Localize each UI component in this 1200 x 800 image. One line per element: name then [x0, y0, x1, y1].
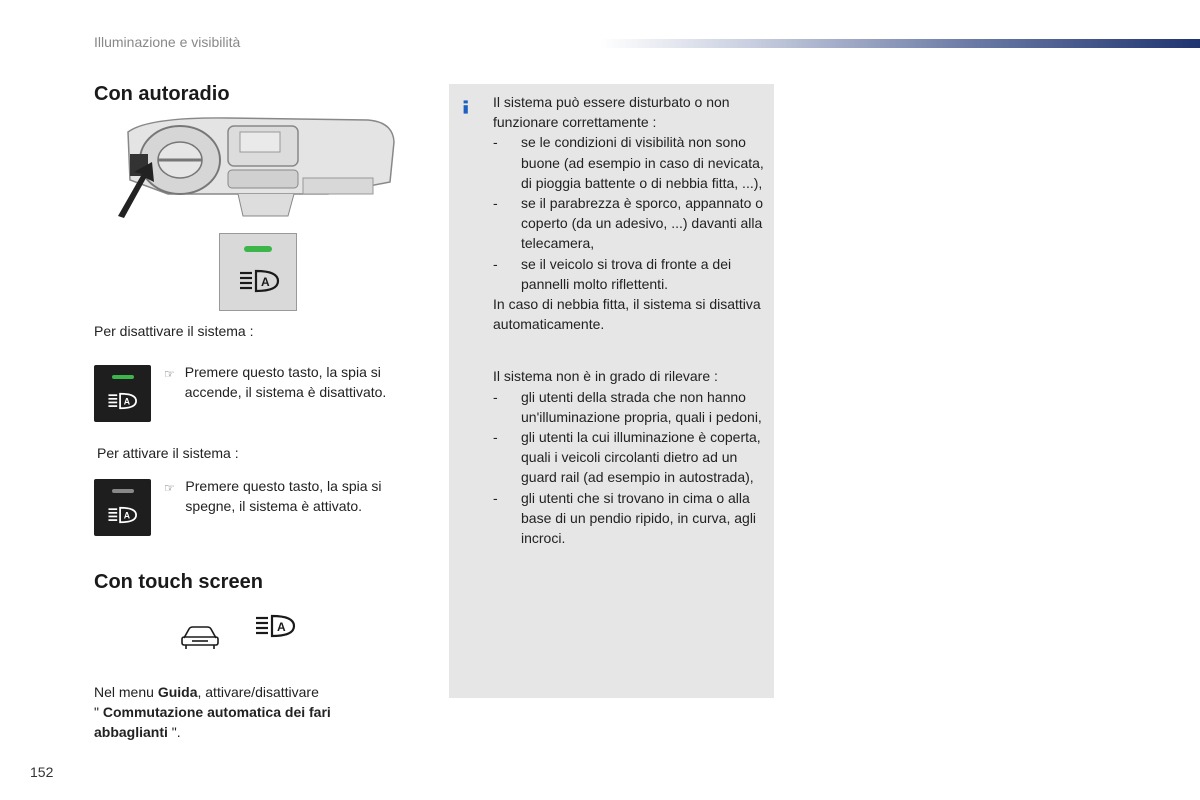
- disable-step-text: Premere questo tasto, la spia si accende, il sistema è disattivato.: [184, 364, 387, 400]
- info-text: [493, 92, 768, 548]
- auto-high-beam-icon: [238, 268, 282, 294]
- list-item: - se il veicolo si trova di fronte a dei pannelli molto riflettenti.: [493, 254, 768, 294]
- svg-text:A: A: [123, 396, 131, 407]
- indicator-led: [244, 246, 272, 252]
- conditions-list: [493, 132, 768, 294]
- menu-name: Guida: [157, 684, 198, 700]
- list-item: - se le condizioni di visibilità non sono buone (ad esempio in caso di nevicata, di pioggia battente o di nebbia fitta, ...),: [493, 132, 768, 193]
- page-number: 152: [30, 764, 54, 780]
- auto-high-beam-icon: [107, 505, 139, 525]
- detect-intro: Il sistema non è in grado di rilevare :: [493, 368, 718, 385]
- list-item: - se il parabrezza è sporco, appannato o coperto (da un adesivo, ...) davanti alla telecamera,: [493, 193, 768, 254]
- svg-text:A: A: [261, 275, 270, 289]
- info-icon: [463, 96, 469, 118]
- fog-note: In caso di nebbia fitta, il sistema si disattiva automaticamente.: [493, 296, 761, 333]
- touch-instructions: [94, 682, 384, 742]
- info-intro: Il sistema può essere disturbato o non funzionare correttamente :: [493, 94, 730, 131]
- auto-high-beam-icon[interactable]: [254, 612, 298, 640]
- list-item: - gli utenti che si trovano in cima o alla base di un pendio ripido, in curva, agli incroci.: [493, 488, 768, 549]
- list-item: - gli utenti la cui illuminazione è coperta, quali i veicoli circolanti dietro ad un guard rail (ad esempio in autostrada),: [493, 427, 768, 488]
- svg-text:A: A: [123, 510, 131, 521]
- pointer-icon: ☞: [164, 481, 175, 495]
- pointer-icon: ☞: [164, 367, 175, 381]
- menu-prefix: Nel menu: [94, 684, 158, 700]
- menu-mid: , attivare/disattivare: [197, 684, 319, 700]
- quote-close: ".: [167, 724, 181, 740]
- detect-list: [493, 387, 768, 549]
- info-box: [449, 84, 774, 698]
- menu-item-name: Commutazione automatica dei fari abbaglianti: [94, 704, 331, 740]
- heading-autoradio: Con autoradio: [94, 83, 230, 105]
- header-bar: [600, 39, 1200, 48]
- button-closeup: [219, 233, 297, 311]
- section-label: Illuminazione e visibilità: [94, 34, 241, 50]
- enable-label: Per attivare il sistema :: [97, 445, 239, 461]
- heading-touch-screen: Con touch screen: [94, 571, 263, 593]
- highbeam-button-on[interactable]: [94, 365, 151, 422]
- quote-open: ": [94, 704, 103, 720]
- svg-text:A: A: [277, 620, 286, 634]
- enable-step: [164, 476, 424, 516]
- indicator-led-on: [112, 375, 134, 379]
- dashboard-illustration: [108, 112, 398, 222]
- disable-label: Per disattivare il sistema :: [94, 323, 254, 339]
- enable-step-text: Premere questo tasto, la spia si spegne, il sistema è attivato.: [185, 478, 382, 514]
- list-item: - gli utenti della strada che non hanno un'illuminazione propria, quali i pedoni,: [493, 387, 768, 427]
- disable-step: [164, 362, 424, 402]
- car-icon: [180, 624, 220, 650]
- auto-high-beam-icon: [107, 391, 139, 411]
- highbeam-button-off[interactable]: [94, 479, 151, 536]
- indicator-led-off: [112, 489, 134, 493]
